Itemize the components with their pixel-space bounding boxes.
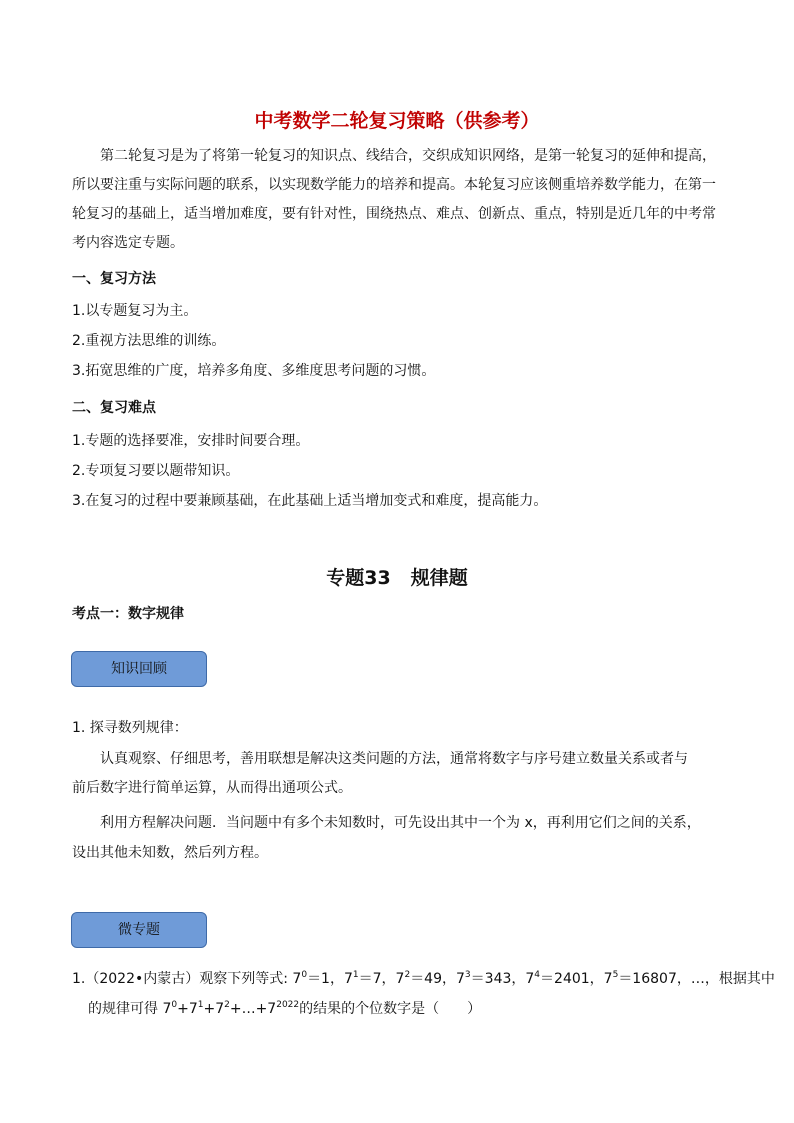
question-text: +…+7 [229, 1001, 277, 1017]
list-item: 3.在复习的过程中要兼顾基础，在此基础上适当增加变式和难度，提高能力。 [72, 493, 548, 509]
topic-name: 规律题 [410, 567, 468, 589]
exam-point-heading: 考点一：数字规律 [72, 606, 184, 622]
question-number: 1. [72, 971, 86, 987]
question-1-line-2 [88, 998, 481, 1018]
question-text: +7 [203, 1001, 225, 1017]
exponent: 2022 [276, 1000, 300, 1010]
list-item: 2.专项复习要以题带知识。 [72, 463, 240, 479]
list-item: 2.重视方法思维的训练。 [72, 333, 226, 349]
question-text: ＝49，7 [410, 971, 465, 987]
question-text: ＝7，7 [358, 971, 405, 987]
exponent: 1 [197, 1000, 204, 1010]
question-text: +7 [177, 1001, 198, 1017]
exponent: 1 [352, 970, 359, 980]
exponent: 0 [301, 970, 308, 980]
intro-line-2: 所以要注重与实际问题的联系，以实现数学能力的培养和提高。本轮复习应该侧重培养数学能力，在第一 [72, 177, 716, 193]
knowledge-paragraph-1-line-1: 认真观察、仔细思考，善用联想是解决这类问题的方法，通常将数字与序号建立数量关系或者与 [100, 751, 688, 767]
topic-title [0, 563, 794, 590]
question-source: （2022•内蒙古） [85, 971, 200, 987]
exponent: 5 [612, 970, 619, 980]
intro-line-1: 第二轮复习是为了将第一轮复习的知识点、线结合，交织成知识网络，是第一轮复习的延伸和提高， [100, 148, 716, 164]
exponent: 0 [171, 1000, 178, 1010]
exponent: 3 [464, 970, 471, 980]
question-1-line-1 [72, 968, 775, 988]
list-item: 1.专题的选择要准，安排时间要合理。 [72, 433, 310, 449]
question-text: ＝16807，…，根据其中 [618, 971, 775, 987]
knowledge-paragraph-2-line-2: 设出其他未知数，然后列方程。 [72, 845, 268, 861]
knowledge-paragraph-2-line-1: 利用方程解决问题．当问题中有多个未知数时，可先设出其中一个为 x，再利用它们之间的关系， [100, 815, 701, 831]
exponent: 2 [404, 970, 411, 980]
micro-topic-button[interactable]: 微专题 [71, 912, 207, 948]
list-item: 1.以专题复习为主。 [72, 303, 198, 319]
knowledge-paragraph-1-line-2: 前后数字进行简单运算，从而得出通项公式。 [72, 780, 352, 796]
knowledge-item-title: 1. 探寻数列规律： [72, 720, 188, 736]
section-heading-difficulties: 二、复习难点 [72, 400, 156, 416]
knowledge-review-button[interactable]: 知识回顾 [71, 651, 207, 687]
intro-line-3: 轮复习的基础上，适当增加难度，要有针对性，围绕热点、难点、创新点、重点，特别是近几年的中考常 [72, 206, 716, 222]
list-item: 3.拓宽思维的广度，培养多角度、多维度思考问题的习惯。 [72, 363, 436, 379]
question-text: ＝343，7 [470, 971, 535, 987]
question-text: ＝2401，7 [540, 971, 613, 987]
question-text: 的结果的个位数字是（ ） [299, 1001, 482, 1017]
exponent: 2 [224, 1000, 230, 1010]
page-title: 中考数学二轮复习策略（供参考） [254, 110, 540, 132]
exponent: 4 [534, 970, 541, 980]
section-heading-methods: 一、复习方法 [72, 271, 156, 287]
topic-number: 专题33 [326, 567, 391, 589]
intro-line-4: 考内容选定专题。 [72, 235, 184, 251]
question-text: 观察下列等式: 7 [199, 971, 302, 987]
question-text: 的规律可得 7 [88, 1001, 172, 1017]
question-text: ＝1，7 [307, 971, 353, 987]
